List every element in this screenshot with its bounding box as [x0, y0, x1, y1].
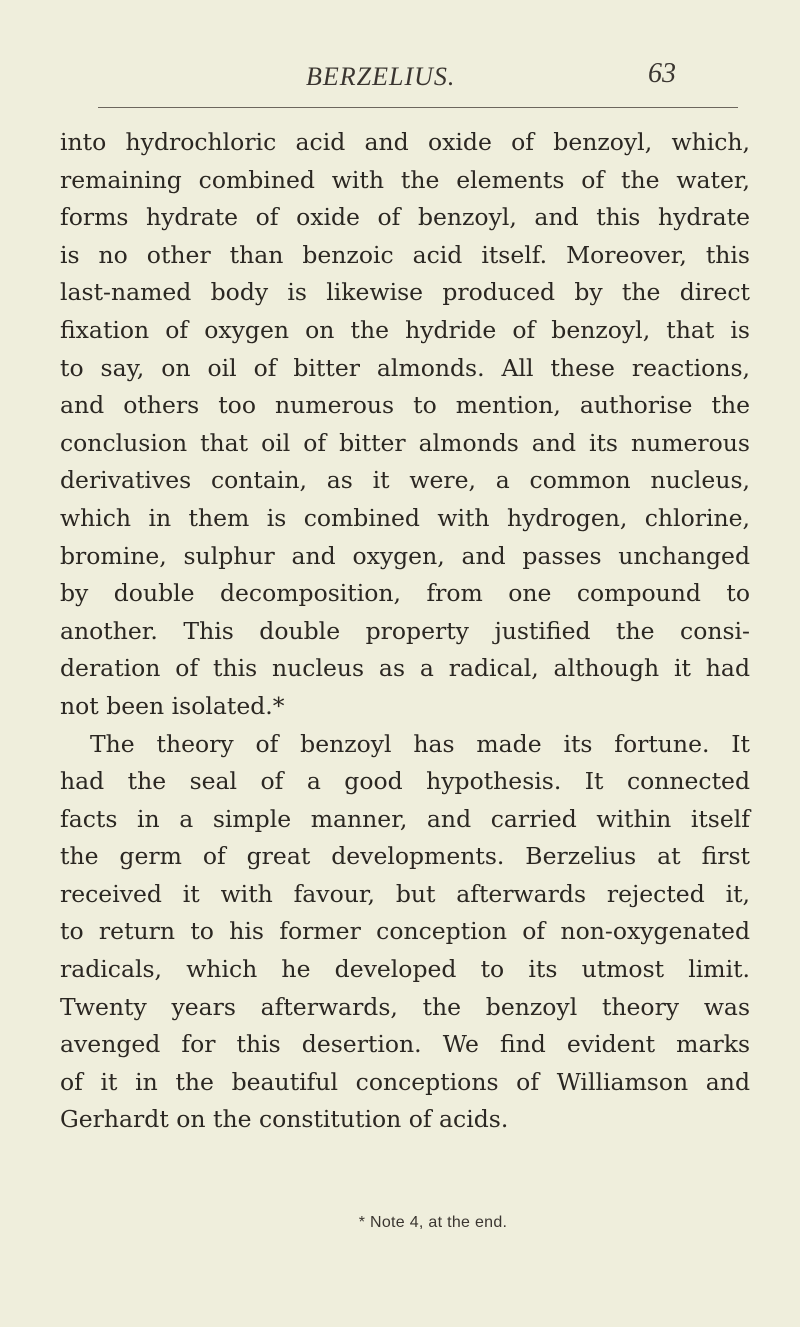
- text-line: to say, on oil of bitter almonds. All these reactions,: [60, 353, 750, 382]
- text-line: remaining combined with the elements of the water,: [60, 165, 750, 194]
- text-line: had the seal of a good hypothesis. It connected: [60, 767, 750, 796]
- footnote-text: * Note 4, at the end.: [358, 1214, 508, 1231]
- text-line: radicals, which he developed to its utmost limit.: [60, 955, 750, 984]
- text-line: Gerhardt on the constitution of acids.: [60, 1105, 509, 1134]
- text-line: and others too numerous to mention, authorise the: [60, 391, 750, 420]
- text-line: the germ of great developments. Berzelius at first: [60, 842, 750, 871]
- text-line: The theory of benzoyl has made its fortune. It: [90, 729, 750, 758]
- text-line: avenged for this desertion. We find evident marks: [60, 1030, 750, 1059]
- header-rule: [98, 107, 738, 108]
- text-line: conclusion that oil of bitter almonds and its numerous: [60, 428, 750, 457]
- text-line: deration of this nucleus as a radical, although it had: [60, 654, 750, 683]
- footnote: [0, 1214, 800, 1232]
- running-head: [0, 52, 800, 92]
- text-line: into hydrochloric acid and oxide of benzoyl, which,: [60, 128, 750, 156]
- text-line: received it with favour, but afterwards rejected it,: [60, 879, 750, 908]
- text-line: another. This double property justified the consi-: [60, 616, 750, 645]
- text-line: Twenty years afterwards, the benzoyl theory was: [60, 992, 750, 1021]
- text-line: not been isolated.*: [60, 691, 285, 720]
- text-line: last-named body is likewise produced by the direct: [60, 278, 750, 307]
- text-line: bromine, sulphur and oxygen, and passes unchanged: [60, 541, 750, 570]
- text-line: by double decomposition, from one compound to: [60, 579, 750, 608]
- text-line: fixation of oxygen on the hydride of benzoyl, that is: [60, 315, 750, 344]
- text-line: of it in the beautiful conceptions of Williamson and: [60, 1067, 750, 1096]
- text-line: is no other than benzoic acid itself. Moreover, this: [60, 240, 750, 269]
- text-line: facts in a simple manner, and carried within itself: [60, 804, 750, 833]
- text-line: forms hydrate of oxide of benzoyl, and this hydrate: [60, 203, 750, 232]
- body-text: [60, 124, 750, 1139]
- text-line: to return to his former conception of non-oxygenated: [60, 917, 750, 946]
- running-title: BERZELIUS.: [306, 62, 456, 91]
- text-line: which in them is combined with hydrogen, chlorine,: [60, 503, 750, 532]
- text-line: derivatives contain, as it were, a common nucleus,: [60, 466, 750, 495]
- page-number: 63: [648, 58, 676, 89]
